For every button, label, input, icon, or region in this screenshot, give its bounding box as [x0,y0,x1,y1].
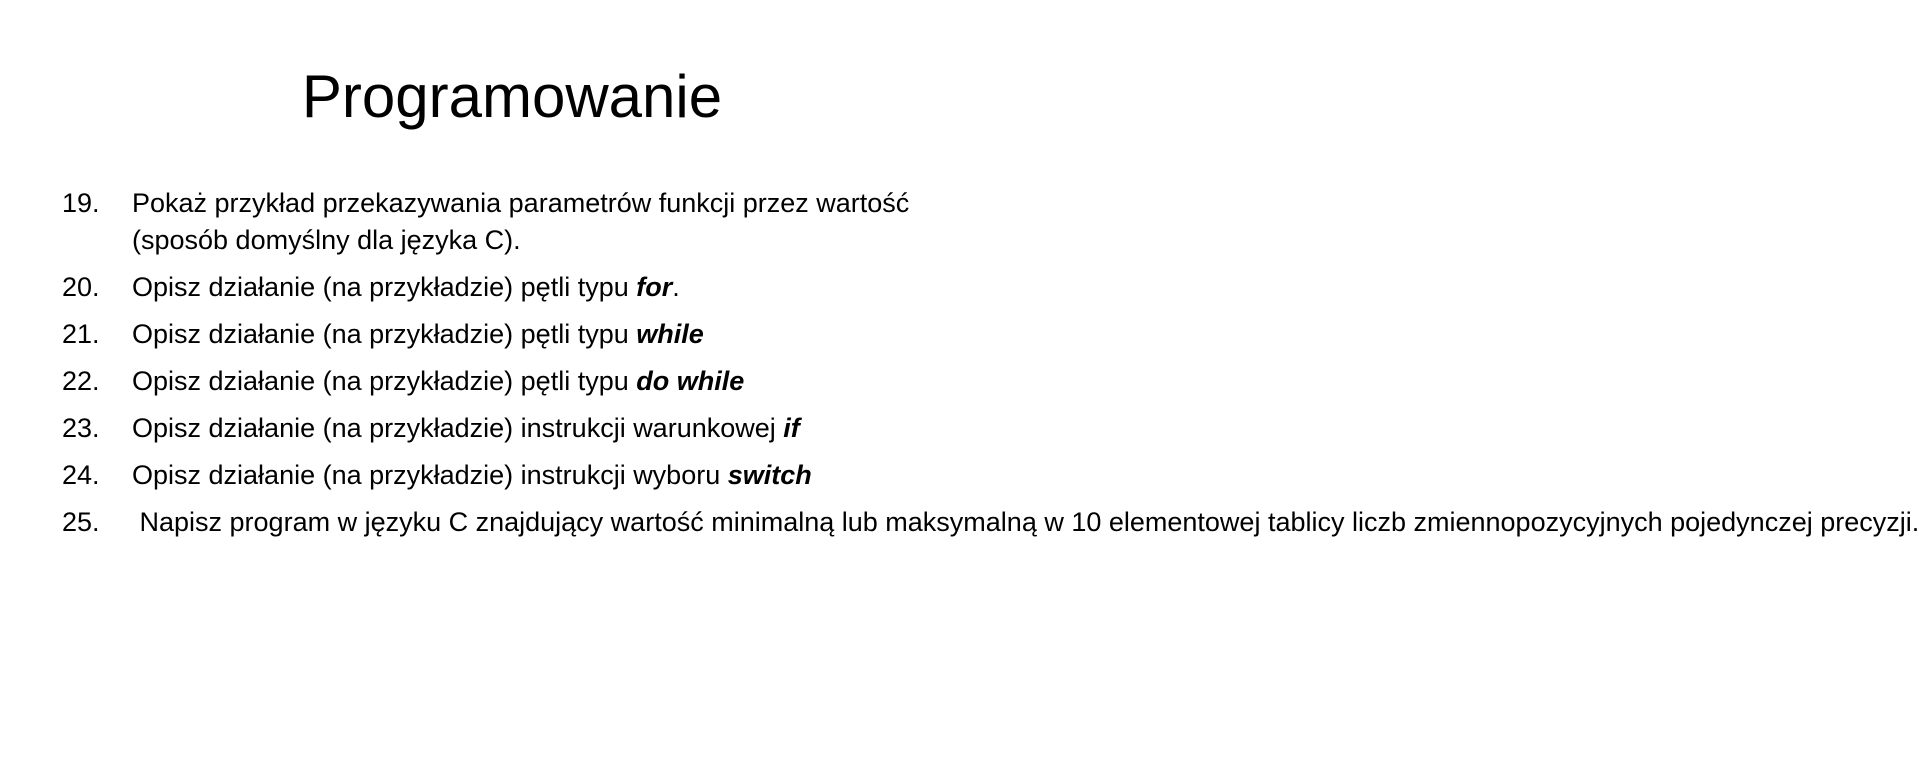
list-item-22 [62,363,962,400]
item-keyword: for [636,272,673,302]
item-keyword: if [783,413,800,443]
item-number: 20. [62,272,100,302]
item-body: Opisz działanie (na przykładzie) pętli typu [132,366,637,396]
slide-title: Programowanie [301,63,723,130]
item-body: Opisz działanie (na przykładzie) pętli typu [132,319,637,349]
item-number: 21. [62,319,100,349]
item-number: 19. [62,188,100,218]
item-text [132,504,1919,541]
item-body: Pokaż przykład przekazywania parametrów funkcji przez wartość (sposób domyślny dla języka C). [132,188,910,255]
item-keyword: do while [636,366,745,396]
item-text [132,457,962,494]
question-list [62,185,1919,551]
item-suffix: . [672,272,680,302]
item-text [132,316,962,353]
list-item-23 [62,410,962,447]
item-number: 22. [62,366,100,396]
item-text [132,363,962,400]
list-item-24 [62,457,962,494]
item-number: 24. [62,460,100,490]
item-number: 25. [62,507,100,537]
list-item-20 [62,269,962,306]
item-number: 23. [62,413,100,443]
item-body: Napisz program w języku C znajdujący wartość minimalną lub maksymalną w 10 elementowej tablicy liczb zmiennopozycyjnych pojedynczej precyzji. [132,507,1919,537]
list-item-25 [62,504,1919,541]
item-body: Opisz działanie (na przykładzie) instrukcji warunkowej [132,413,784,443]
list-item-21 [62,316,962,353]
item-text [132,410,962,447]
list-item-19 [62,185,962,259]
item-keyword: while [636,319,704,349]
item-body: Opisz działanie (na przykładzie) pętli typu [132,272,637,302]
item-keyword: switch [727,460,812,490]
item-text [132,185,962,259]
item-body: Opisz działanie (na przykładzie) instrukcji wyboru [132,460,728,490]
item-text [132,269,962,306]
